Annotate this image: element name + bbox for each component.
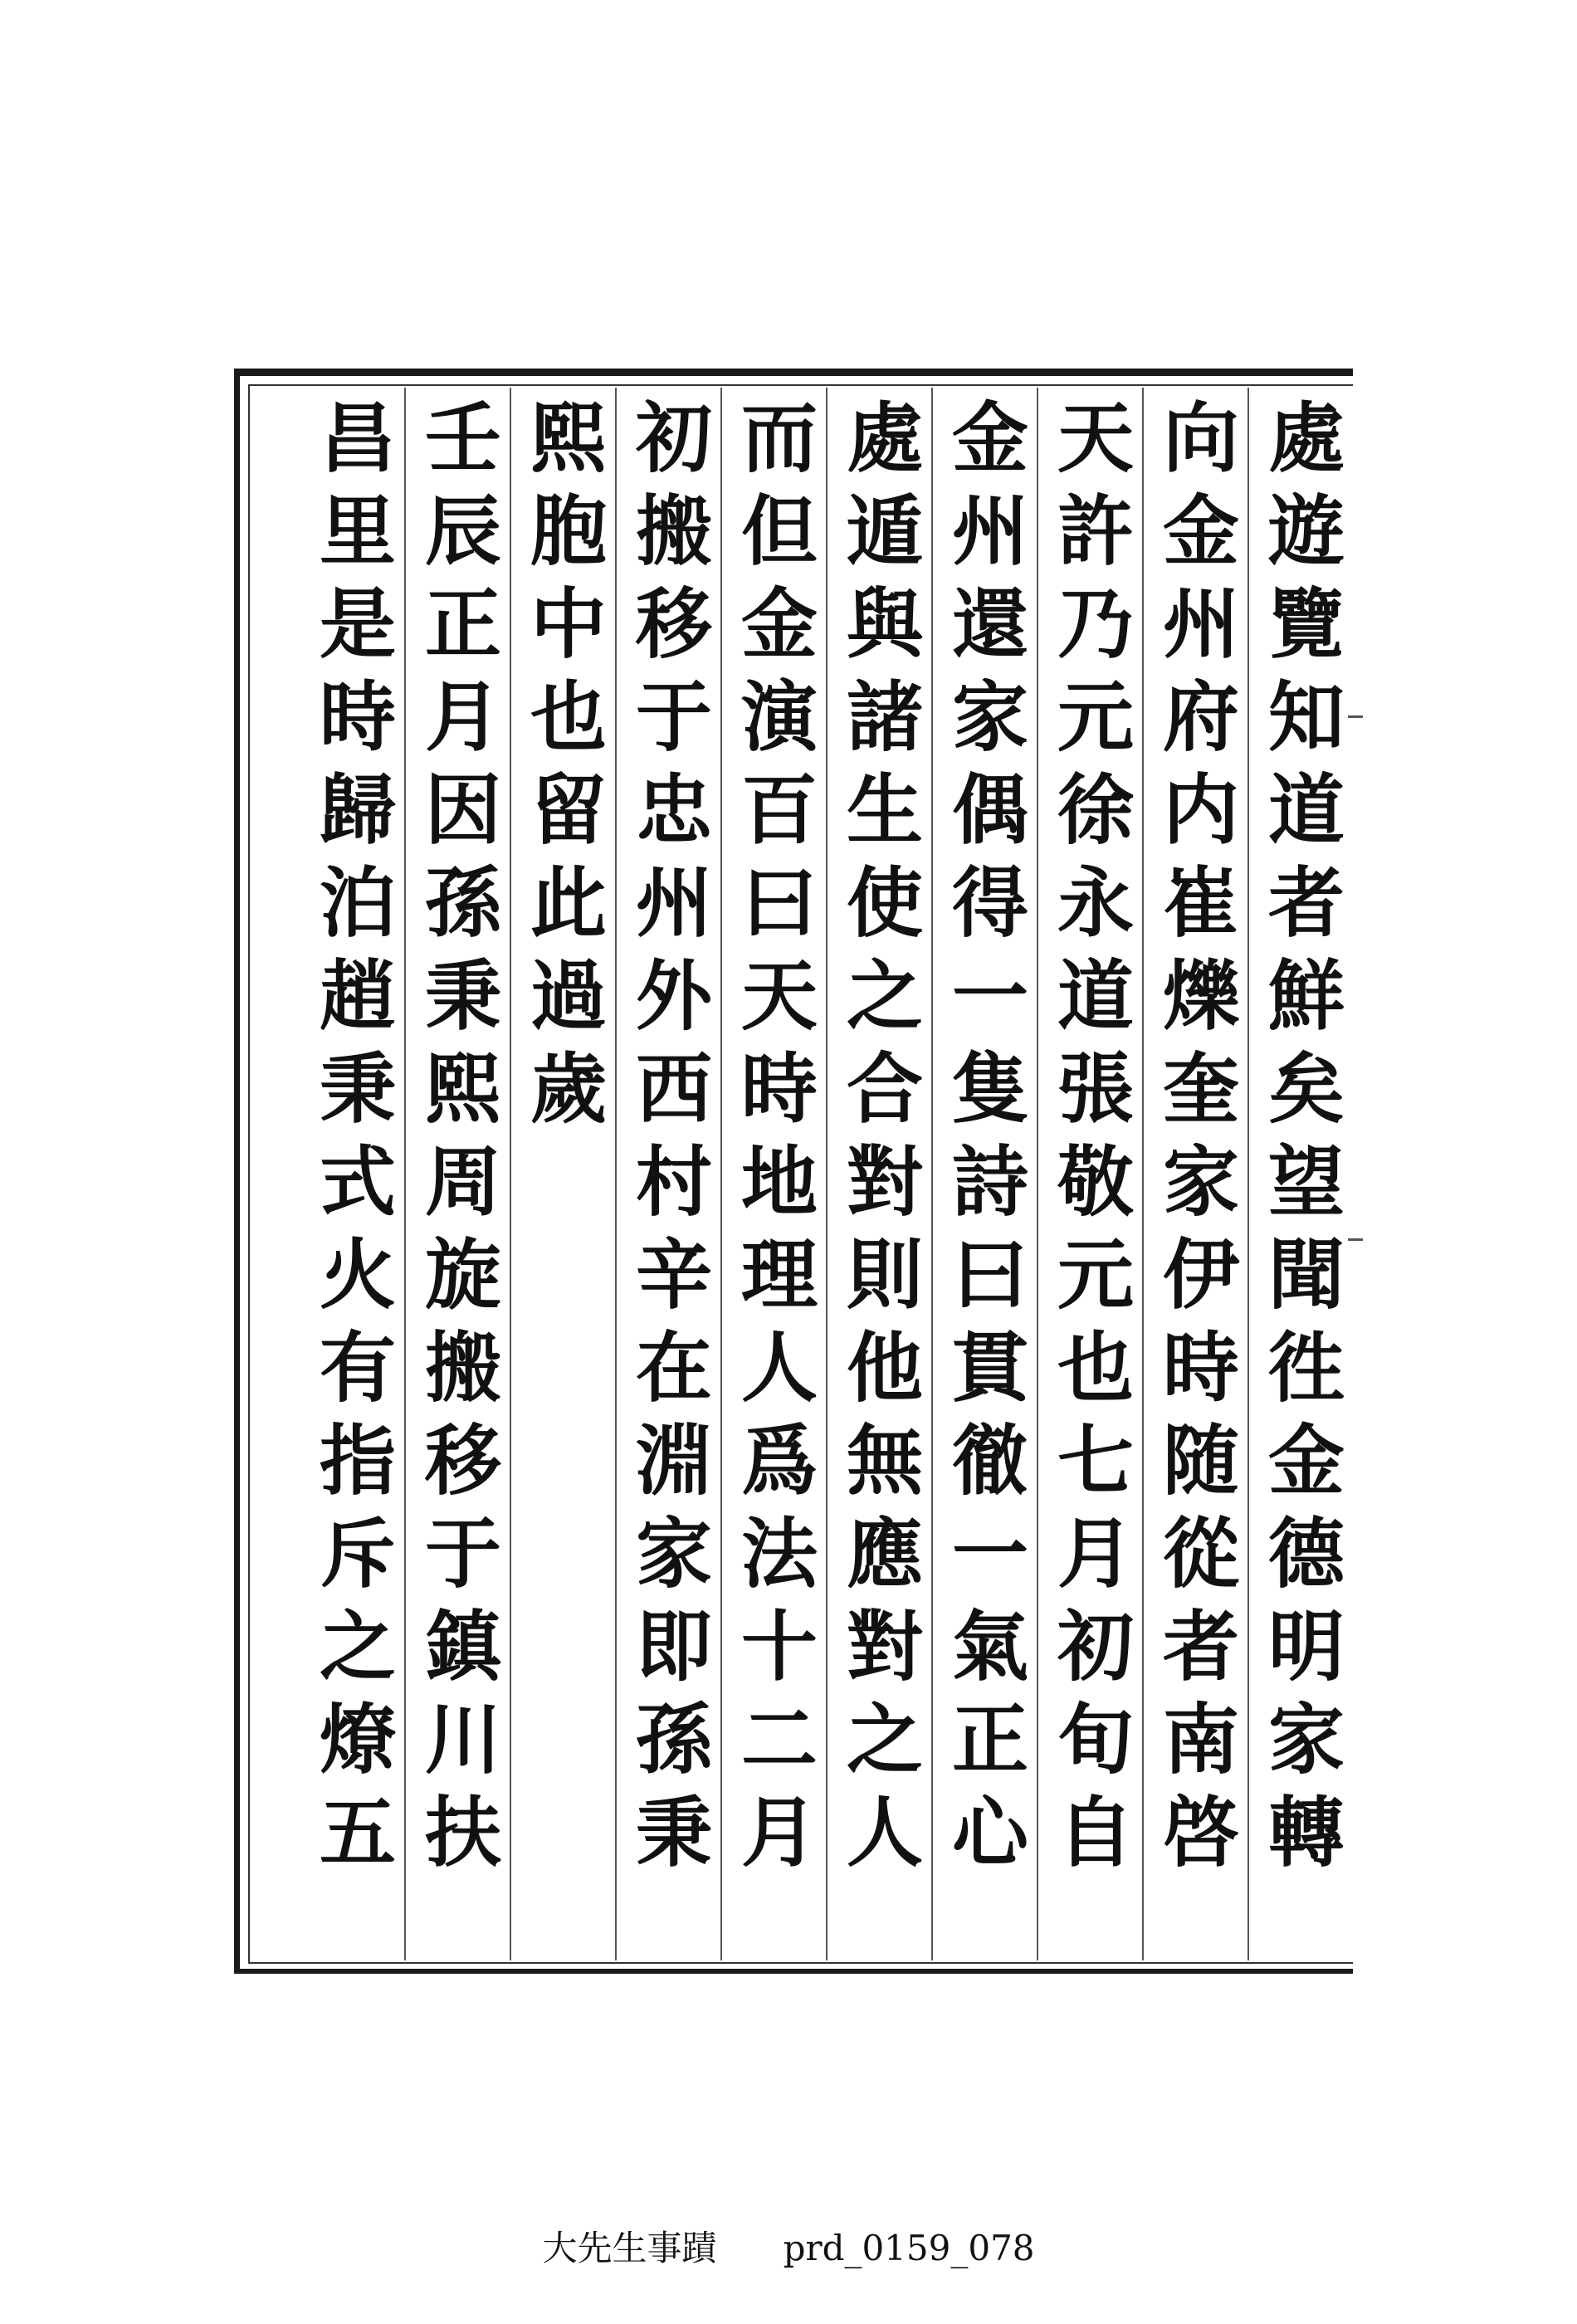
text-column-4	[931, 388, 1037, 1960]
column-text: 處遁與諸生使之合對則他無應對之人	[834, 398, 924, 1885]
caption-id: prd_0159_078	[783, 2228, 1035, 2268]
caption-title: 大先生事蹟	[542, 2228, 717, 2268]
text-columns	[256, 388, 1353, 1960]
column-text: 昌里是時歸泊趙秉式火有指斥之燎五	[307, 398, 397, 1885]
column-text: 而但金演百曰天時地理人爲法十二月	[729, 398, 818, 1885]
text-column-6	[720, 388, 826, 1960]
column-text: 天許乃元徐永道張敬元也七月初旬自	[1045, 398, 1135, 1885]
text-column-3	[1037, 388, 1142, 1960]
text-column-8	[510, 388, 615, 1960]
edge-mark-upper	[1348, 715, 1363, 718]
column-text: 金州還家偶得一隻詩曰貫徹一氣正心	[940, 398, 1029, 1885]
edge-mark-lower	[1348, 1238, 1363, 1241]
column-text: 初搬移于忠州外西村辛在淵家即孫秉	[623, 398, 713, 1885]
column-text: 處遊覽知道者鮮矣望聞徃金德明家轉	[1256, 398, 1345, 1885]
column-text: 向金州府内崔爍奎家伊時随從者南啓	[1150, 398, 1240, 1885]
text-column-2	[1142, 388, 1247, 1960]
page-frame	[234, 369, 1353, 1974]
text-column-9	[404, 388, 510, 1960]
text-column-10	[299, 388, 404, 1960]
column-text: 熙胞中也留此過歲	[518, 398, 608, 1141]
text-column-5	[826, 388, 931, 1960]
text-column-7	[615, 388, 720, 1960]
text-column-1	[1247, 388, 1353, 1960]
column-text: 壬辰正月因孫秉熙周旋搬移于鎮川扶	[413, 398, 502, 1885]
page-caption	[0, 2221, 1577, 2271]
